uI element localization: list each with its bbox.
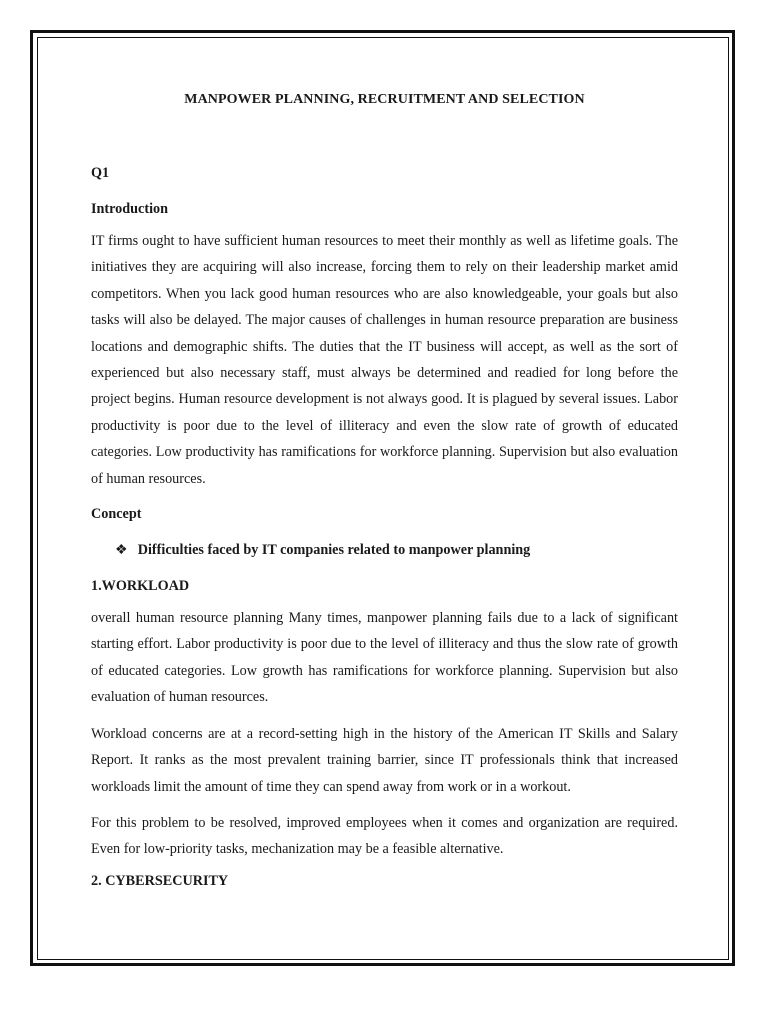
intro-heading: Introduction: [91, 201, 168, 217]
page-title: MANPOWER PLANNING, RECRUITMENT AND SELECTION: [184, 92, 585, 107]
intro-paragraph: IT firms ought to have sufficient human resources to meet their monthly as well as lifetime goals. The initiatives they are acquiring will also increase, forcing them to rely on their leadership market amid competitors. When you lack good human resources who are also knowledgeable, your goals but also tasks will also be delayed. The major causes of challenges in human resource preparation are business locations and demographic shifts. The duties that the IT business will accept, as well as the sort of experienced but also necessary staff, must always be determined and readied for long before the project begins. Human resource development is not always good. It is plagued by several issues. Labor productivity is poor due to the level of illiteracy and even the slow rate of growth of educated categories. Low productivity has ramifications for workforce planning. Supervision but also evaluation of human resources.: [91, 233, 678, 487]
cybersecurity-heading: 2. CYBERSECURITY: [91, 872, 229, 889]
question-label: Q1: [91, 165, 110, 181]
concept-heading: Concept: [91, 506, 142, 523]
document-content: [91, 92, 678, 890]
diamond-bullet-icon: ❖: [115, 542, 128, 559]
bullet-text: Difficulties faced by IT companies related to manpower planning: [137, 542, 531, 559]
workload-paragraph-1: overall human resource planning Many times, manpower planning fails due to a lack of significant starting effort. Labor productivity is poor due to the level of illiteracy and thus the slow rate of growth of educated categories. Low growth has ramifications for workforce planning. Supervision but also evaluation of human resources.: [91, 610, 678, 706]
workload-heading: 1.WORKLOAD: [91, 578, 190, 595]
bullet-item: [91, 542, 678, 559]
workload-paragraph-2: Workload concerns are at a record-setting high in the history of the American IT Skills and Salary Report. It ranks as the most prevalent training barrier, since IT professionals think that increased workloads limit the amount of time they can spend away from work or in a workout.: [91, 725, 678, 795]
workload-paragraph-3: For this problem to be resolved, improved employees when it comes and organization are required. Even for low-priority tasks, mechanization may be a feasible alternative.: [91, 814, 678, 858]
